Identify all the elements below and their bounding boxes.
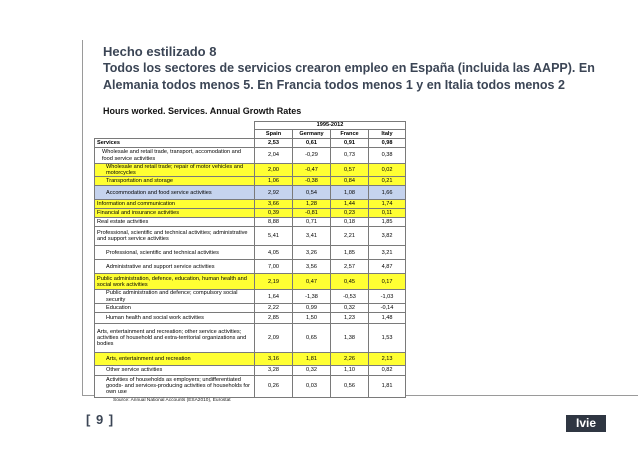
left-divider-line (82, 40, 83, 395)
row-label: Human health and social work activities (95, 312, 255, 323)
header-blank (95, 130, 255, 139)
value-cell-germany: 1,28 (293, 200, 331, 209)
row-label: Real estate activities (95, 218, 255, 227)
value-cell-italy: 3,21 (369, 246, 406, 260)
table-row (95, 164, 406, 177)
value-cell-italy: 0,02 (369, 164, 406, 177)
value-cell-france: 0,23 (331, 209, 369, 218)
slide-title-block (103, 44, 623, 94)
value-cell-france: 0,73 (331, 148, 369, 164)
value-cell-germany: 1,81 (293, 352, 331, 365)
value-cell-germany: -0,38 (293, 177, 331, 186)
value-cell-spain: 2,19 (255, 274, 293, 290)
value-cell-italy: 1,85 (369, 218, 406, 227)
value-cell-spain: 2,00 (255, 164, 293, 177)
value-cell-spain: 0,39 (255, 209, 293, 218)
row-label: Public administration, defence, education, human health and social work activities (95, 274, 255, 290)
table-row (95, 227, 406, 246)
value-cell-germany: -0,81 (293, 209, 331, 218)
row-label: Accommodation and food service activities (95, 186, 255, 200)
value-cell-france: -0,53 (331, 290, 369, 303)
value-cell-italy: 1,48 (369, 312, 406, 323)
row-label: Professional, scientific and technical activities; administrative and support service activities (95, 227, 255, 246)
value-cell-spain: 3,16 (255, 352, 293, 365)
value-cell-france: 2,57 (331, 260, 369, 274)
value-cell-italy: 2,13 (369, 352, 406, 365)
table-row (95, 352, 406, 365)
header-blank (95, 122, 255, 130)
value-cell-spain: 2,09 (255, 323, 293, 352)
value-cell-italy: 0,17 (369, 274, 406, 290)
source-note: Source: Annual National Accounts (ESA2010), Eurostat (113, 398, 231, 403)
value-cell-germany: 0,61 (293, 139, 331, 148)
value-cell-germany: 0,54 (293, 186, 331, 200)
value-cell-france: 1,85 (331, 246, 369, 260)
value-cell-germany: 0,32 (293, 365, 331, 375)
row-label: Professional, scientific and technical activities (95, 246, 255, 260)
value-cell-france: 0,18 (331, 218, 369, 227)
value-cell-france: 1,44 (331, 200, 369, 209)
table-row (95, 148, 406, 164)
period-header: 1995-2012 (255, 122, 406, 130)
value-cell-spain: 5,41 (255, 227, 293, 246)
value-cell-italy: 4,87 (369, 260, 406, 274)
row-label: Administrative and support service activities (95, 260, 255, 274)
value-cell-spain: 2,04 (255, 148, 293, 164)
value-cell-spain: 4,05 (255, 246, 293, 260)
table-row (95, 209, 406, 218)
row-label: Wholesale and retail trade, transport, accomodation and food service activities (95, 148, 255, 164)
value-cell-germany: 1,50 (293, 312, 331, 323)
row-label: Services (95, 139, 255, 148)
row-label: Arts, entertainment and recreation (95, 352, 255, 365)
ivie-logo: Ivie (566, 415, 606, 432)
value-cell-italy: 0,11 (369, 209, 406, 218)
value-cell-italy: 1,53 (369, 323, 406, 352)
value-cell-germany: 0,71 (293, 218, 331, 227)
row-label: Arts, entertainment and recreation; other service activities; activities of household and extra-territorial organizations and bodies (95, 323, 255, 352)
row-label: Public administration and defence; compulsory social security (95, 290, 255, 303)
value-cell-spain: 7,00 (255, 260, 293, 274)
value-cell-germany: -0,47 (293, 164, 331, 177)
period-header-row (95, 122, 406, 130)
value-cell-france: 0,56 (331, 375, 369, 397)
row-label: Wholesale and retail trade; repair of motor vehicles and motorcycles (95, 164, 255, 177)
row-label: Activities of households as employers; undifferentiated goods- and services-producing activities of households for own use (95, 375, 255, 397)
value-cell-germany: 0,99 (293, 303, 331, 312)
value-cell-germany: 3,56 (293, 260, 331, 274)
value-cell-spain: 3,28 (255, 365, 293, 375)
row-label: Financial and insurance activities (95, 209, 255, 218)
table-row (95, 260, 406, 274)
table-row (95, 186, 406, 200)
value-cell-france: 1,38 (331, 323, 369, 352)
value-cell-germany: 0,03 (293, 375, 331, 397)
value-cell-italy: 0,21 (369, 177, 406, 186)
value-cell-france: 0,91 (331, 139, 369, 148)
value-cell-france: 0,84 (331, 177, 369, 186)
table-row (95, 218, 406, 227)
table-row (95, 290, 406, 303)
value-cell-italy: 3,82 (369, 227, 406, 246)
page-number: [ 9 ] (86, 412, 115, 427)
value-cell-france: 0,32 (331, 303, 369, 312)
value-cell-italy: 0,82 (369, 365, 406, 375)
value-cell-germany: -0,29 (293, 148, 331, 164)
table-row (95, 177, 406, 186)
table-row (95, 303, 406, 312)
value-cell-spain: 3,66 (255, 200, 293, 209)
value-cell-italy: -1,03 (369, 290, 406, 303)
slide-subtitle: Todos los sectores de servicios crearon empleo en España (incluida las AAPP). En Alemania todos menos 5. En Francia todos menos 1 y en Italia todos menos 2 (103, 61, 595, 92)
value-cell-france: 0,57 (331, 164, 369, 177)
value-cell-france: 0,45 (331, 274, 369, 290)
column-header-spain: Spain (255, 130, 293, 139)
value-cell-italy: 1,66 (369, 186, 406, 200)
value-cell-germany: 3,41 (293, 227, 331, 246)
column-header-germany: Germany (293, 130, 331, 139)
table-row (95, 375, 406, 397)
slide-title: Hecho estilizado 8 (103, 44, 217, 59)
value-cell-germany: 0,47 (293, 274, 331, 290)
value-cell-spain: 2,53 (255, 139, 293, 148)
table-row (95, 365, 406, 375)
value-cell-spain: 1,06 (255, 177, 293, 186)
table-row (95, 323, 406, 352)
value-cell-italy: 1,81 (369, 375, 406, 397)
value-cell-germany: 0,65 (293, 323, 331, 352)
table-row (95, 246, 406, 260)
value-cell-france: 2,21 (331, 227, 369, 246)
table-row (95, 312, 406, 323)
column-header-italy: Italy (369, 130, 406, 139)
value-cell-france: 1,10 (331, 365, 369, 375)
table-row (95, 139, 406, 148)
table-row (95, 200, 406, 209)
value-cell-italy: 0,38 (369, 148, 406, 164)
table-title: Hours worked. Services. Annual Growth Rates (103, 106, 302, 116)
value-cell-italy: 1,74 (369, 200, 406, 209)
growth-rates-table (94, 121, 406, 398)
value-cell-france: 1,08 (331, 186, 369, 200)
row-label: Education (95, 303, 255, 312)
value-cell-spain: 8,88 (255, 218, 293, 227)
row-label: Other service activities (95, 365, 255, 375)
value-cell-spain: 2,22 (255, 303, 293, 312)
value-cell-spain: 2,85 (255, 312, 293, 323)
table-row (95, 274, 406, 290)
column-header-france: France (331, 130, 369, 139)
value-cell-italy: 0,98 (369, 139, 406, 148)
value-cell-germany: 3,26 (293, 246, 331, 260)
value-cell-spain: 1,64 (255, 290, 293, 303)
value-cell-germany: -1,38 (293, 290, 331, 303)
country-header-row (95, 130, 406, 139)
value-cell-spain: 0,26 (255, 375, 293, 397)
value-cell-italy: -0,14 (369, 303, 406, 312)
value-cell-france: 2,26 (331, 352, 369, 365)
row-label: Information and communication (95, 200, 255, 209)
row-label: Transportation and storage (95, 177, 255, 186)
value-cell-spain: 2,92 (255, 186, 293, 200)
value-cell-france: 1,23 (331, 312, 369, 323)
